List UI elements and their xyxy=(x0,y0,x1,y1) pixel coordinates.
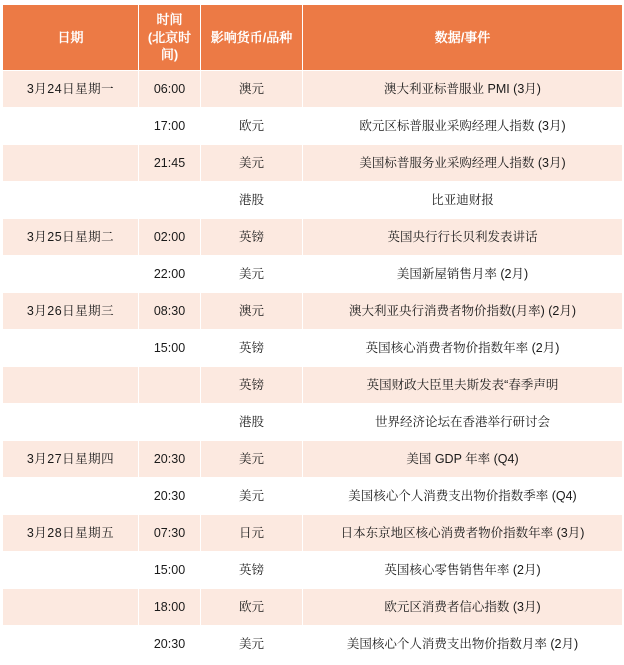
cell-time xyxy=(139,403,201,440)
cell-date: 3月24日星期一 xyxy=(3,70,139,107)
table-row xyxy=(3,144,623,181)
cell-time: 17:00 xyxy=(139,107,201,144)
cell-currency: 欧元 xyxy=(201,107,303,144)
cell-currency: 澳元 xyxy=(201,70,303,107)
cell-event: 比亚迪财报 xyxy=(303,181,623,218)
table-row xyxy=(3,366,623,403)
cell-date xyxy=(3,625,139,662)
cell-currency: 美元 xyxy=(201,625,303,662)
cell-event: 英国财政大臣里夫斯发表“春季声明 xyxy=(303,366,623,403)
cell-time: 15:00 xyxy=(139,551,201,588)
cell-time: 20:30 xyxy=(139,625,201,662)
table-row xyxy=(3,107,623,144)
table-body xyxy=(3,70,623,662)
cell-currency: 港股 xyxy=(201,181,303,218)
column-header-time-line1: 时间 xyxy=(156,12,183,27)
table-row xyxy=(3,329,623,366)
cell-date xyxy=(3,255,139,292)
cell-time: 20:30 xyxy=(139,477,201,514)
cell-currency: 美元 xyxy=(201,477,303,514)
cell-event: 欧元区标普服业采购经理人指数 (3月) xyxy=(303,107,623,144)
cell-date xyxy=(3,366,139,403)
cell-time: 15:00 xyxy=(139,329,201,366)
table-row xyxy=(3,255,623,292)
table-row xyxy=(3,403,623,440)
cell-time: 08:30 xyxy=(139,292,201,329)
cell-date xyxy=(3,144,139,181)
cell-time: 02:00 xyxy=(139,218,201,255)
table-row xyxy=(3,551,623,588)
cell-date: 3月27日星期四 xyxy=(3,440,139,477)
economic-calendar-table xyxy=(2,4,623,663)
cell-time: 21:45 xyxy=(139,144,201,181)
table-row xyxy=(3,625,623,662)
cell-currency: 日元 xyxy=(201,514,303,551)
column-header-time xyxy=(139,5,201,71)
cell-currency: 英镑 xyxy=(201,551,303,588)
cell-event: 日本东京地区核心消费者物价指数年率 (3月) xyxy=(303,514,623,551)
cell-event: 美国标普服务业采购经理人指数 (3月) xyxy=(303,144,623,181)
cell-event: 英国央行行长贝利发表讲话 xyxy=(303,218,623,255)
cell-currency: 英镑 xyxy=(201,366,303,403)
table-row xyxy=(3,70,623,107)
table-row xyxy=(3,477,623,514)
cell-event: 世界经济论坛在香港举行研讨会 xyxy=(303,403,623,440)
cell-date xyxy=(3,107,139,144)
column-header-currency: 影响货币/品种 xyxy=(201,5,303,71)
cell-time: 22:00 xyxy=(139,255,201,292)
cell-time xyxy=(139,366,201,403)
cell-date: 3月26日星期三 xyxy=(3,292,139,329)
header-row xyxy=(3,5,623,71)
cell-currency: 港股 xyxy=(201,403,303,440)
cell-currency: 美元 xyxy=(201,440,303,477)
cell-event: 欧元区消费者信心指数 (3月) xyxy=(303,588,623,625)
cell-date xyxy=(3,588,139,625)
cell-time: 18:00 xyxy=(139,588,201,625)
cell-date xyxy=(3,181,139,218)
cell-date: 3月25日星期二 xyxy=(3,218,139,255)
cell-event: 英国核心零售销售年率 (2月) xyxy=(303,551,623,588)
cell-currency: 澳元 xyxy=(201,292,303,329)
cell-event: 美国 GDP 年率 (Q4) xyxy=(303,440,623,477)
cell-time: 06:00 xyxy=(139,70,201,107)
table-row xyxy=(3,218,623,255)
cell-currency: 欧元 xyxy=(201,588,303,625)
cell-date xyxy=(3,403,139,440)
cell-event: 美国核心个人消费支出物价指数月率 (2月) xyxy=(303,625,623,662)
cell-currency: 美元 xyxy=(201,144,303,181)
column-header-time-line2: (北京时 xyxy=(147,29,192,45)
cell-time: 20:30 xyxy=(139,440,201,477)
cell-event: 英国核心消费者物价指数年率 (2月) xyxy=(303,329,623,366)
table-header xyxy=(3,5,623,71)
cell-event: 美国新屋销售月率 (2月) xyxy=(303,255,623,292)
cell-date: 3月28日星期五 xyxy=(3,514,139,551)
cell-event: 澳大利亚央行消费者物价指数(月率) (2月) xyxy=(303,292,623,329)
cell-currency: 美元 xyxy=(201,255,303,292)
cell-event: 澳大利亚标普服业 PMI (3月) xyxy=(303,70,623,107)
cell-date xyxy=(3,551,139,588)
cell-event: 美国核心个人消费支出物价指数季率 (Q4) xyxy=(303,477,623,514)
column-header-event: 数据/事件 xyxy=(303,5,623,71)
table-row xyxy=(3,181,623,218)
cell-date xyxy=(3,477,139,514)
table-row xyxy=(3,440,623,477)
table-row xyxy=(3,292,623,329)
column-header-date: 日期 xyxy=(3,5,139,71)
table-row xyxy=(3,514,623,551)
cell-currency: 英镑 xyxy=(201,218,303,255)
cell-currency: 英镑 xyxy=(201,329,303,366)
cell-time xyxy=(139,181,201,218)
column-header-time-line3: 间) xyxy=(160,47,179,63)
cell-date xyxy=(3,329,139,366)
table-row xyxy=(3,588,623,625)
cell-time: 07:30 xyxy=(139,514,201,551)
